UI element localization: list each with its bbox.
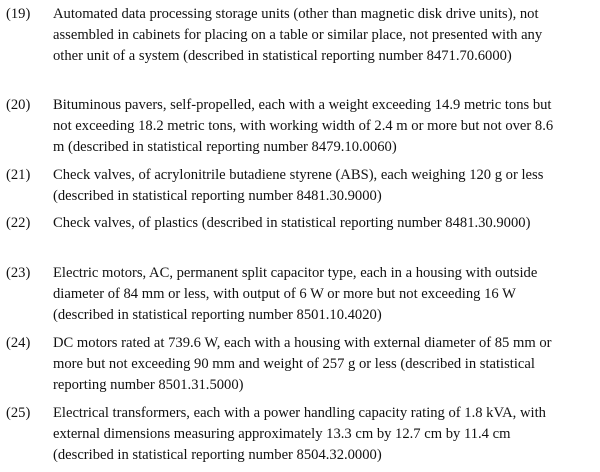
item-text: Check valves, of acrylonitrile butadiene styrene (ABS), each weighing 120 g or less (described in statistical reporting number 8481.30.9000) [53,167,544,204]
list-item [6,333,596,396]
item-text: Electrical transformers, each with a power handling capacity rating of 1.8 kVA, with external dimensions measuring approximately 13.3 cm by 12.7 cm by 11.4 cm (described in statistical reporting number 8504.32.0000) [53,405,546,463]
item-text: Automated data processing storage units (other than magnetic disk drive units), not assembled in cabinets for placing on a table or similar place, not presented with any other unit of a system (described in statistical reporting number 8471.70.6000) [53,6,543,64]
list-item [6,403,596,466]
list-item [6,263,596,326]
item-number: (25) [6,405,31,421]
list-item [6,165,596,207]
item-text: Check valves, of plastics (described in statistical reporting number 8481.30.9000) [53,215,531,231]
list-item [6,4,596,67]
item-number: (21) [6,167,31,183]
item-text: DC motors rated at 739.6 W, each with a housing with external diameter of 85 mm or more but not exceeding 90 mm and weight of 257 g or less (described in statistical reporting number 8501.31.5000) [53,335,552,393]
item-number: (23) [6,265,31,281]
list-item [6,95,596,158]
item-number: (22) [6,215,31,231]
item-number: (19) [6,6,31,22]
list-item [6,213,596,234]
item-number: (20) [6,97,31,113]
item-number: (24) [6,335,31,351]
item-text: Bituminous pavers, self-propelled, each with a weight exceeding 14.9 metric tons but not exceeding 18.2 metric tons, with working width of 2.4 m or more but not over 8.6 m (described in statistical reporting number 8479.10.0060) [53,97,554,155]
item-text: Electric motors, AC, permanent split capacitor type, each in a housing with outside diameter of 84 mm or less, with output of 6 W or more but not exceeding 16 W (described in statistical reporting number 8501.10.4020) [53,265,538,323]
